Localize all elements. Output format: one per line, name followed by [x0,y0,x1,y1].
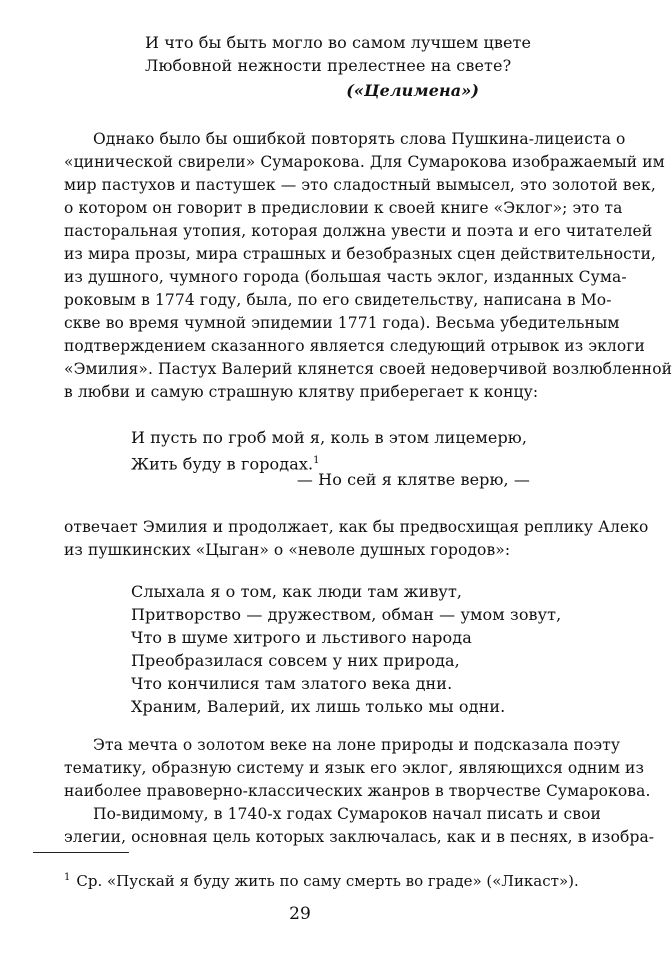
paragraph-1-line: «цинической свирели» Сумарокова. Для Сумарокова изображаемый им [64,153,665,171]
page-number: 29 [289,904,311,924]
paragraph-3-line: Эта мечта о золотом веке на лоне природы и подсказала поэту [93,736,621,754]
footnote-reference: 1 [313,455,320,466]
verse-2-line: Притворство — дружеством, обман — умом зовут, [131,605,562,624]
verse-2-line: Храним, Валерий, их лишь только мы одни. [131,697,506,716]
verse-2-line: Что в шуме хитрого и льстивого народа [131,628,472,647]
paragraph-1-line: мир пастухов и пастушек — это сладостный вымысел, это золотой век, [64,176,656,194]
paragraph-2-line: из пушкинских «Цыган» о «неволе душных городов»: [64,541,511,559]
paragraph-1-line: подтверждением сказанного является следующий отрывок из эклоги [64,337,645,355]
footnote-rule [33,852,129,853]
paragraph-1-line: из душного, чумного города (большая часть эклог, изданных Сума- [64,268,627,286]
footnote-mark: 1 [64,872,71,883]
paragraph-3-line: наиболее правоверно-классических жанров в творчестве Сумарокова. [64,782,651,800]
epigraph-source: («Целимена») [346,81,479,100]
paragraph-4-line: По-видимому, в 1740-х годах Сумароков начал писать и свои [93,805,601,823]
verse-2-line: Что кончилися там златого века дни. [131,674,453,693]
verse-1-reply: — Но сей я клятве верю, — [296,470,530,489]
paragraph-1-line: «Эмилия». Пастух Валерий клянется своей недоверчивой возлюбленной [64,360,672,378]
epigraph-line-2: Любовной нежности прелестнее на свете? [145,56,512,75]
footnote [64,872,579,890]
footnote-text: Ср. «Пускай я буду жить по саму смерть во граде» («Ликаст»). [76,872,579,890]
verse-2-line: Преобразилася совсем у них природа, [131,651,460,670]
verse-2-line: Слыхала я о том, как люди там живут, [131,582,463,601]
paragraph-3-line: тематику, образную систему и язык его эклог, являющихся одним из [64,759,645,777]
paragraph-2-line: отвечает Эмилия и продолжает, как бы предвосхищая реплику Алеко [64,518,649,536]
epigraph-line-1: И что бы быть могло во самом лучшем цвете [145,33,532,52]
verse-1-line-2 [131,451,320,474]
paragraph-1-line: роковым в 1774 году, была, по его свидетельству, написана в Мо- [64,291,612,309]
paragraph-1-line: Однако было бы ошибкой повторять слова Пушкина-лицеиста о [93,130,626,148]
paragraph-1-line: о котором он говорит в предисловии к своей книге «Эклог»; это та [64,199,623,217]
paragraph-1-line: в любви и самую страшную клятву приберегает к концу: [64,383,539,401]
paragraph-4-line: элегии, основная цель которых заключалась, как и в песнях, в изобра- [64,828,655,846]
verse-1-line-2-text: Жить буду в городах. [131,454,314,474]
paragraph-1-line: из мира прозы, мира страшных и безобразных сцен действительности, [64,245,657,263]
verse-1-line-1: И пусть по гроб мой я, коль в этом лицемерю, [131,428,528,447]
paragraph-1-line: скве во время чумной эпидемии 1771 года). Весьма убедительным [64,314,620,332]
paragraph-1-line: пасторальная утопия, которая должна увести и поэта и его читателей [64,222,653,240]
